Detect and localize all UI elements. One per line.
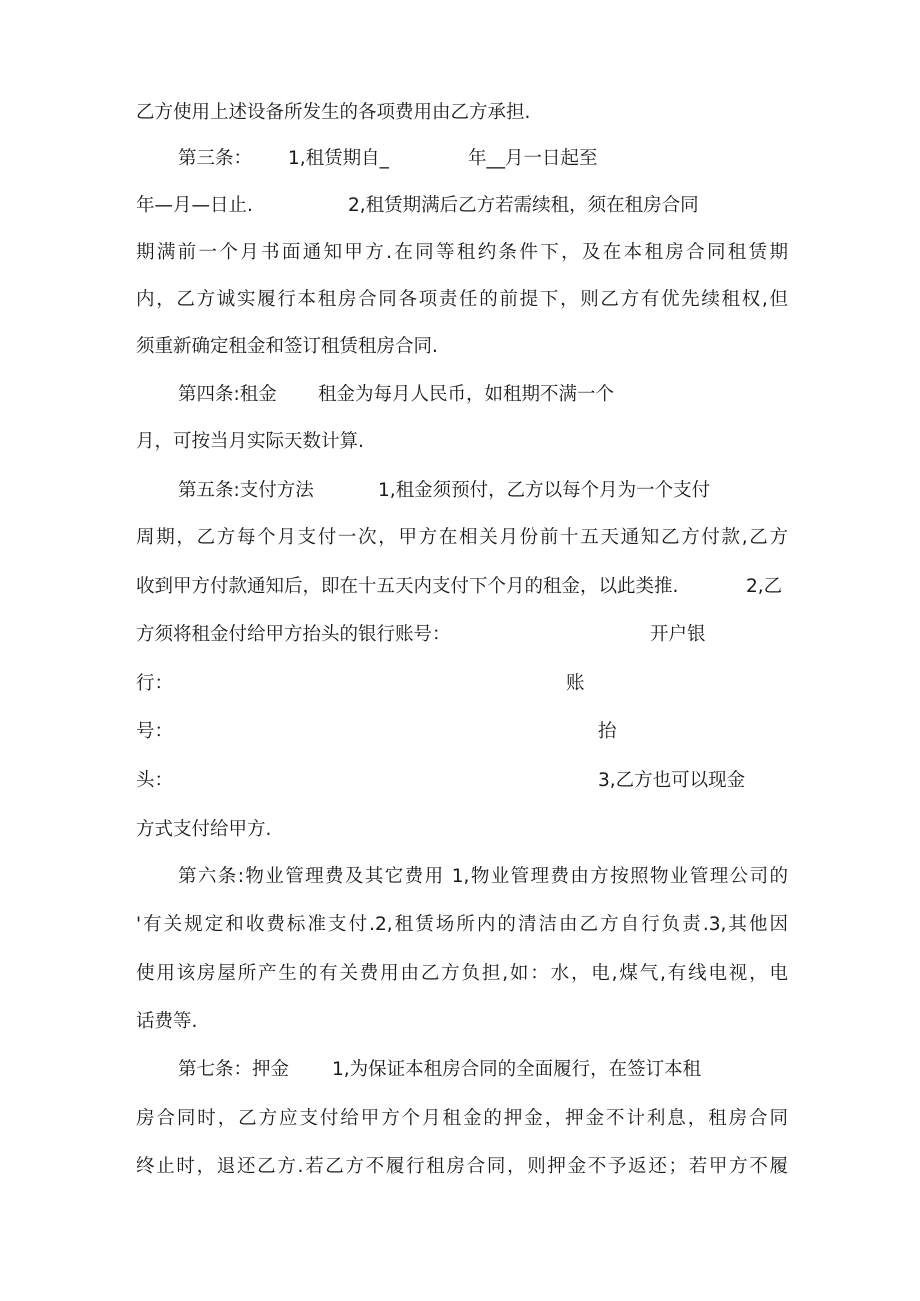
text-segment: 方须将租金付给甲方抬头的银行账号： xyxy=(136,624,451,645)
text-segment: 号： xyxy=(136,721,174,742)
text-segment: 第七条：押金 xyxy=(178,1059,290,1080)
text-line xyxy=(0,1007,920,1037)
text-segment: '有关规定和收费标准支付.2,租赁场所内的清洁由乙方自行负责.3,其他因 xyxy=(136,914,788,935)
text-segment: 周期，乙方每个月支付一次，甲方在相关月份前十五天通知乙方付款,乙方 xyxy=(136,527,788,548)
text-line xyxy=(0,1104,920,1134)
text-line xyxy=(0,238,920,268)
text-line xyxy=(0,427,920,457)
text-segment: 第六条:物业管理费及其它费用 1,物业管理费由方按照物业管理公司的 xyxy=(178,866,788,887)
text-segment: 收到甲方付款通知后，即在十五天内支付下个月的租金，以此类推. xyxy=(136,576,679,597)
text-line xyxy=(0,910,920,940)
text-line xyxy=(0,862,920,892)
text-segment: 1,租赁期自_ xyxy=(288,148,389,169)
text-segment: 1,为保证本租房合同的全面履行，在签订本租 xyxy=(332,1059,702,1080)
text-segment: 终止时，退还乙方.若乙方不履行租房合同，则押金不予返还；若甲方不履 xyxy=(136,1156,788,1177)
text-segment: 第五条:支付方法 xyxy=(178,480,314,501)
text-line xyxy=(0,285,920,315)
text-segment: 账 xyxy=(566,673,585,694)
text-segment: 2,租赁期满后乙方若需续租，须在租房合同 xyxy=(348,195,699,216)
text-line xyxy=(0,144,920,174)
text-line xyxy=(0,620,920,650)
text-segment: 头： xyxy=(136,770,174,791)
text-line xyxy=(0,332,920,362)
text-line xyxy=(0,572,920,602)
text-line xyxy=(0,191,920,221)
text-segment: 年__月一日起至 xyxy=(468,148,598,169)
text-segment: 期满前一个月书面通知甲方.在同等租约条件下，及在本租房合同租赁期 xyxy=(136,242,788,263)
text-segment: 第四条:租金 xyxy=(178,384,277,405)
text-segment: 1,租金须预付，乙方以每个月为一个支付 xyxy=(378,480,711,501)
text-segment: 3,乙方也可以现金 xyxy=(598,770,746,791)
text-line xyxy=(0,1055,920,1085)
text-segment: 开户银 xyxy=(650,624,706,645)
text-segment: 第三条： xyxy=(178,148,253,169)
text-segment: 方式支付给甲方. xyxy=(136,819,272,840)
text-segment: 行： xyxy=(136,673,174,694)
text-line xyxy=(0,98,920,128)
text-line xyxy=(0,815,920,845)
text-segment: 话费等. xyxy=(136,1011,198,1032)
text-line xyxy=(0,669,920,699)
text-segment: 须重新确定租金和签订租赁租房合同. xyxy=(136,336,438,357)
text-line xyxy=(0,1152,920,1182)
text-segment: 房合同时，乙方应支付给甲方个月租金的押金，押金不计利息，租房合同 xyxy=(136,1108,788,1129)
text-line xyxy=(0,380,920,410)
text-segment: 抬 xyxy=(598,721,617,742)
text-segment: 租金为每月人民币，如租期不满一个 xyxy=(318,384,615,405)
text-line xyxy=(0,523,920,553)
text-segment: 年—月—日止. xyxy=(136,195,253,216)
text-line xyxy=(0,476,920,506)
text-line xyxy=(0,766,920,796)
text-segment: 2,乙 xyxy=(746,576,783,597)
text-segment: 月，可按当月实际天数计算. xyxy=(136,431,364,452)
text-line xyxy=(0,959,920,989)
text-line xyxy=(0,717,920,747)
text-segment: 内，乙方诚实履行本租房合同各项责任的前提下，则乙方有优先续租权,但 xyxy=(136,289,788,310)
text-segment: 乙方使用上述设备所发生的各项费用由乙方承担. xyxy=(136,102,531,123)
text-segment: 使用该房屋所产生的有关费用由乙方负担,如：水，电,煤气,有线电视，电 xyxy=(136,963,788,984)
